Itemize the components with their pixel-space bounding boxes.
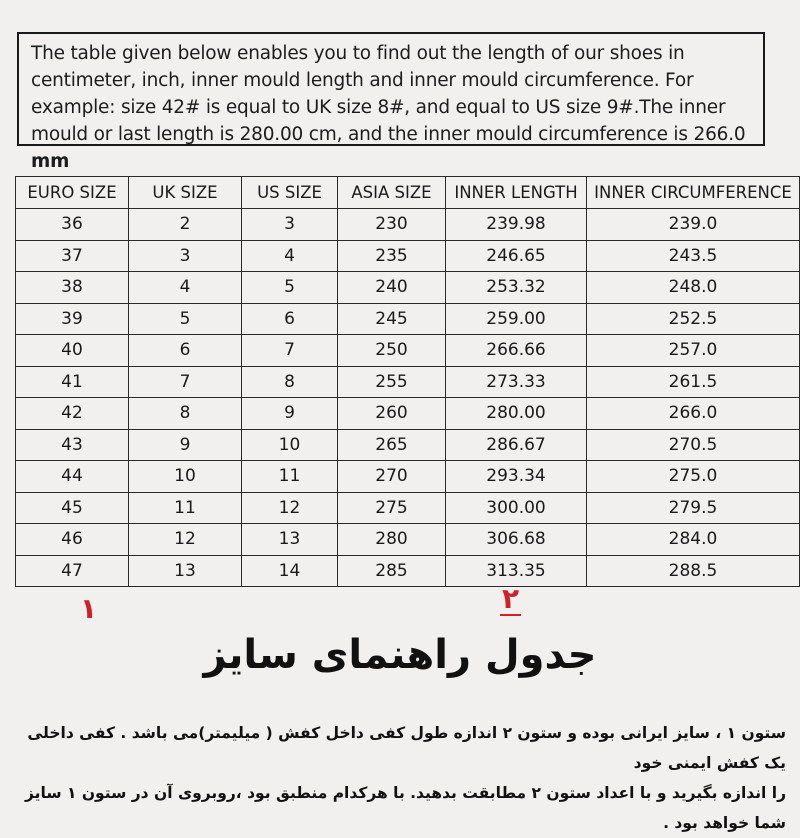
table-cell: 300.00 — [446, 492, 587, 524]
table-cell: 273.33 — [446, 366, 587, 398]
table-cell: 280 — [338, 524, 446, 556]
table-row — [16, 366, 800, 398]
table-cell: 9 — [129, 429, 242, 461]
table-cell: 5 — [129, 303, 242, 335]
table-row — [16, 335, 800, 367]
column-header: INNER CIRCUMFERENCE — [587, 177, 800, 209]
table-cell: 230 — [338, 209, 446, 241]
table-cell: 39 — [16, 303, 129, 335]
table-cell: 7 — [129, 366, 242, 398]
instruction-line-2: را اندازه بگیرید و با اعداد ستون ۲ مطابقت بدهید. با هرکدام منطبق بود ،روبروی آن در ستون ۱ سایز شما خواهد بود . — [25, 784, 786, 832]
table-cell: 45 — [16, 492, 129, 524]
table-cell: 43 — [16, 429, 129, 461]
table-cell: 6 — [242, 303, 338, 335]
table-cell: 261.5 — [587, 366, 800, 398]
table-cell: 4 — [129, 272, 242, 304]
table-cell: 253.32 — [446, 272, 587, 304]
table-cell: 284.0 — [587, 524, 800, 556]
intro-box — [17, 32, 765, 172]
column-header: UK SIZE — [129, 177, 242, 209]
table-cell: 266.66 — [446, 335, 587, 367]
table-cell: 12 — [129, 524, 242, 556]
table-cell: 10 — [242, 429, 338, 461]
table-cell: 243.5 — [587, 240, 800, 272]
table-row — [16, 209, 800, 241]
table-row — [16, 303, 800, 335]
table-cell: 47 — [16, 555, 129, 587]
table-cell: 8 — [129, 398, 242, 430]
table-cell: 2 — [129, 209, 242, 241]
table-cell: 270.5 — [587, 429, 800, 461]
table-row — [16, 555, 800, 587]
table-cell: 8 — [242, 366, 338, 398]
table-cell: 38 — [16, 272, 129, 304]
table-row — [16, 272, 800, 304]
table-cell: 306.68 — [446, 524, 587, 556]
table-cell: 286.67 — [446, 429, 587, 461]
table-cell: 3 — [129, 240, 242, 272]
table-row — [16, 492, 800, 524]
persian-title: جدول راهنمای سایز — [203, 632, 597, 678]
table-cell: 40 — [16, 335, 129, 367]
column-2-marker: ۲ — [502, 582, 520, 615]
table-body — [16, 209, 800, 587]
table-cell: 288.5 — [587, 555, 800, 587]
table-cell: 7 — [242, 335, 338, 367]
table-cell: 250 — [338, 335, 446, 367]
table-cell: 11 — [242, 461, 338, 493]
table-cell: 260 — [338, 398, 446, 430]
instruction-line-1: ستون ۱ ، سایز ایرانی بوده و ستون ۲ اندازه طول کفی داخل کفش ( میلیمتر)می باشد . کفی داخلی یک کفش ایمنی خود — [27, 724, 786, 772]
table-cell: 239.98 — [446, 209, 587, 241]
table-cell: 285 — [338, 555, 446, 587]
table-cell: 245 — [338, 303, 446, 335]
persian-instructions — [18, 718, 786, 838]
intro-text: The table given below enables you to find out the length of our shoes in centimeter, inch, inner mould length and inner mould circumference. For example: size 42# is equal to UK size 8#, and equal to US size 9#.The inner mould or last length is 280.00 cm, and the inner mould circumference is 266.0 — [31, 43, 746, 145]
table-cell: 255 — [338, 366, 446, 398]
size-table — [15, 176, 800, 587]
table-cell: 41 — [16, 366, 129, 398]
table-cell: 240 — [338, 272, 446, 304]
table-cell: 11 — [129, 492, 242, 524]
table-cell: 279.5 — [587, 492, 800, 524]
table-row — [16, 461, 800, 493]
table-cell: 13 — [242, 524, 338, 556]
table-row — [16, 429, 800, 461]
column-header: ASIA SIZE — [338, 177, 446, 209]
table-cell: 13 — [129, 555, 242, 587]
table-cell: 42 — [16, 398, 129, 430]
table-cell: 37 — [16, 240, 129, 272]
column-1-marker: ۱ — [80, 592, 98, 625]
table-cell: 235 — [338, 240, 446, 272]
table-cell: 44 — [16, 461, 129, 493]
table-cell: 3 — [242, 209, 338, 241]
intro-unit: mm — [31, 151, 70, 172]
table-cell: 275 — [338, 492, 446, 524]
table-cell: 265 — [338, 429, 446, 461]
table-header-row — [16, 177, 800, 209]
table-cell: 252.5 — [587, 303, 800, 335]
table-cell: 280.00 — [446, 398, 587, 430]
column-header: US SIZE — [242, 177, 338, 209]
table-cell: 257.0 — [587, 335, 800, 367]
table-cell: 9 — [242, 398, 338, 430]
table-cell: 270 — [338, 461, 446, 493]
table-cell: 246.65 — [446, 240, 587, 272]
table-cell: 239.0 — [587, 209, 800, 241]
table-cell: 14 — [242, 555, 338, 587]
table-cell: 5 — [242, 272, 338, 304]
table-row — [16, 524, 800, 556]
table-cell: 248.0 — [587, 272, 800, 304]
table-cell: 10 — [129, 461, 242, 493]
table-cell: 4 — [242, 240, 338, 272]
table-cell: 36 — [16, 209, 129, 241]
table-row — [16, 398, 800, 430]
table-cell: 293.34 — [446, 461, 587, 493]
table-cell: 275.0 — [587, 461, 800, 493]
column-header: EURO SIZE — [16, 177, 129, 209]
table-cell: 12 — [242, 492, 338, 524]
table-cell: 266.0 — [587, 398, 800, 430]
table-cell: 259.00 — [446, 303, 587, 335]
column-header: INNER LENGTH — [446, 177, 587, 209]
table-cell: 46 — [16, 524, 129, 556]
table-cell: 6 — [129, 335, 242, 367]
table-cell: 313.35 — [446, 555, 587, 587]
table-row — [16, 240, 800, 272]
